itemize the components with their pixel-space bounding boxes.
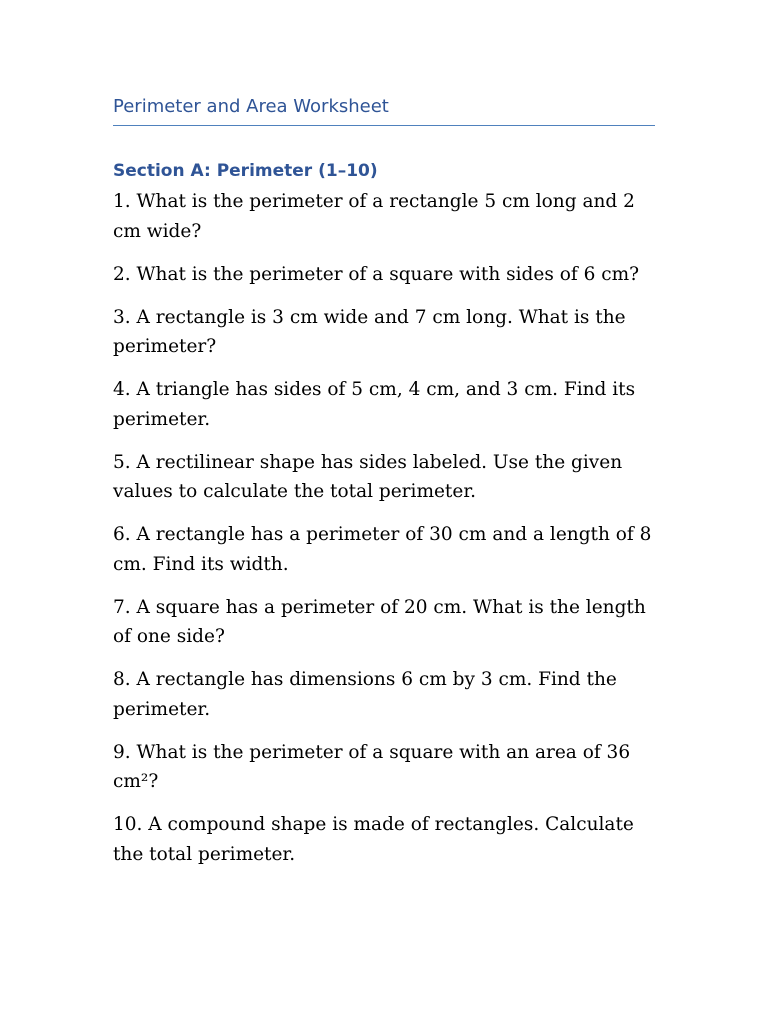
question-5: 5. A rectilinear shape has sides labeled. Use the given values to calculate the total perimeter. bbox=[113, 451, 623, 502]
question-9: 9. What is the perimeter of a square with an area of 36 cm²? bbox=[113, 741, 631, 792]
question-7: 7. A square has a perimeter of 20 cm. What is the length of one side? bbox=[113, 596, 646, 647]
document-body bbox=[113, 158, 658, 883]
title-underline-rule bbox=[113, 125, 655, 126]
section-a-question-list bbox=[113, 187, 658, 869]
question-10: 10. A compound shape is made of rectangles. Calculate the total perimeter. bbox=[113, 814, 634, 865]
question-2: 2. What is the perimeter of a square with sides of 6 cm? bbox=[113, 263, 640, 285]
question-4: 4. A triangle has sides of 5 cm, 4 cm, and 3 cm. Find its perimeter. bbox=[113, 379, 636, 430]
document-title: Perimeter and Area Worksheet bbox=[113, 96, 389, 117]
question-8: 8. A rectangle has dimensions 6 cm by 3 cm. Find the perimeter. bbox=[113, 669, 617, 720]
question-1: 1. What is the perimeter of a rectangle 5 cm long and 2 cm wide? bbox=[113, 191, 635, 242]
question-6: 6. A rectangle has a perimeter of 30 cm and a length of 8 cm. Find its width. bbox=[113, 524, 652, 575]
section-a-heading: Section A: Perimeter (1–10) bbox=[113, 161, 378, 181]
question-3: 3. A rectangle is 3 cm wide and 7 cm long. What is the perimeter? bbox=[113, 306, 626, 357]
